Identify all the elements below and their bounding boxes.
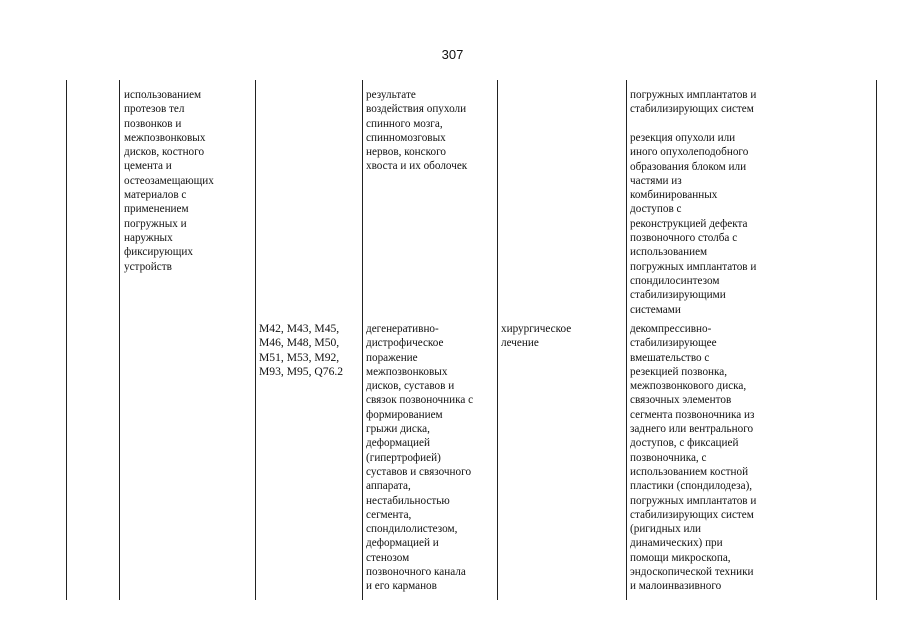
icd-codes: M42, M43, M45, M46, M48, M50, M51, M53, M92, M93, M95, Q76.2	[259, 322, 344, 378]
column-divider	[362, 80, 363, 600]
column-divider	[497, 80, 498, 600]
column-divider	[255, 80, 256, 600]
method-continued: погружных имплантатов и стабилизирующих систем	[630, 89, 757, 116]
method-tumor-resection: резекция опухоли или иного опухолеподобного образования блоком или частями из комбинированных доступов с реконструкцией дефекта позвоночного столба с использованием погружных имплантатов и спондилосинтезом стабилизирующими системами	[630, 132, 757, 316]
diagnosis-continued: результате воздействия опухоли спинного мозга, спинномозговых нервов, конского хвоста и их оболочек	[366, 89, 468, 173]
page-number: 307	[441, 47, 464, 62]
diagnosis-degenerative: дегенеративно- дистрофическое поражение межпозвонковых дисков, суставов и связок позвоночника с формированием грыжи диска, деформацией (гипертрофией) суставов и связочного аппарата, нестабильностью сегмента, спондилолистезом, деформацией и стенозом позвоночного канала и его карманов	[366, 323, 474, 593]
treatment-type: хирургическое лечение	[501, 323, 572, 350]
method-decompression: декомпрессивно- стабилизирующее вмешательство с резекцией позвонка, межпозвонкового диска, связочных элементов сегмента позвоночника из заднего или вентрального доступов, с фиксацией позвоночника, с использованием костной пластики (спондилодеза), погружных имплантатов и стабилизирующих систем (ригидных или динамических) при помощи микроскопа, эндоскопической техники и малоинвазивного	[630, 323, 757, 593]
column-divider	[119, 80, 120, 600]
column-divider	[626, 80, 627, 600]
column-divider	[66, 80, 67, 600]
method-description-continued: использованием протезов тел позвонков и межпозвонковых дисков, костного цемента и остеозамещающих материалов с применением погружных и наружных фиксирующих устройств	[124, 89, 214, 273]
column-divider	[876, 80, 877, 600]
